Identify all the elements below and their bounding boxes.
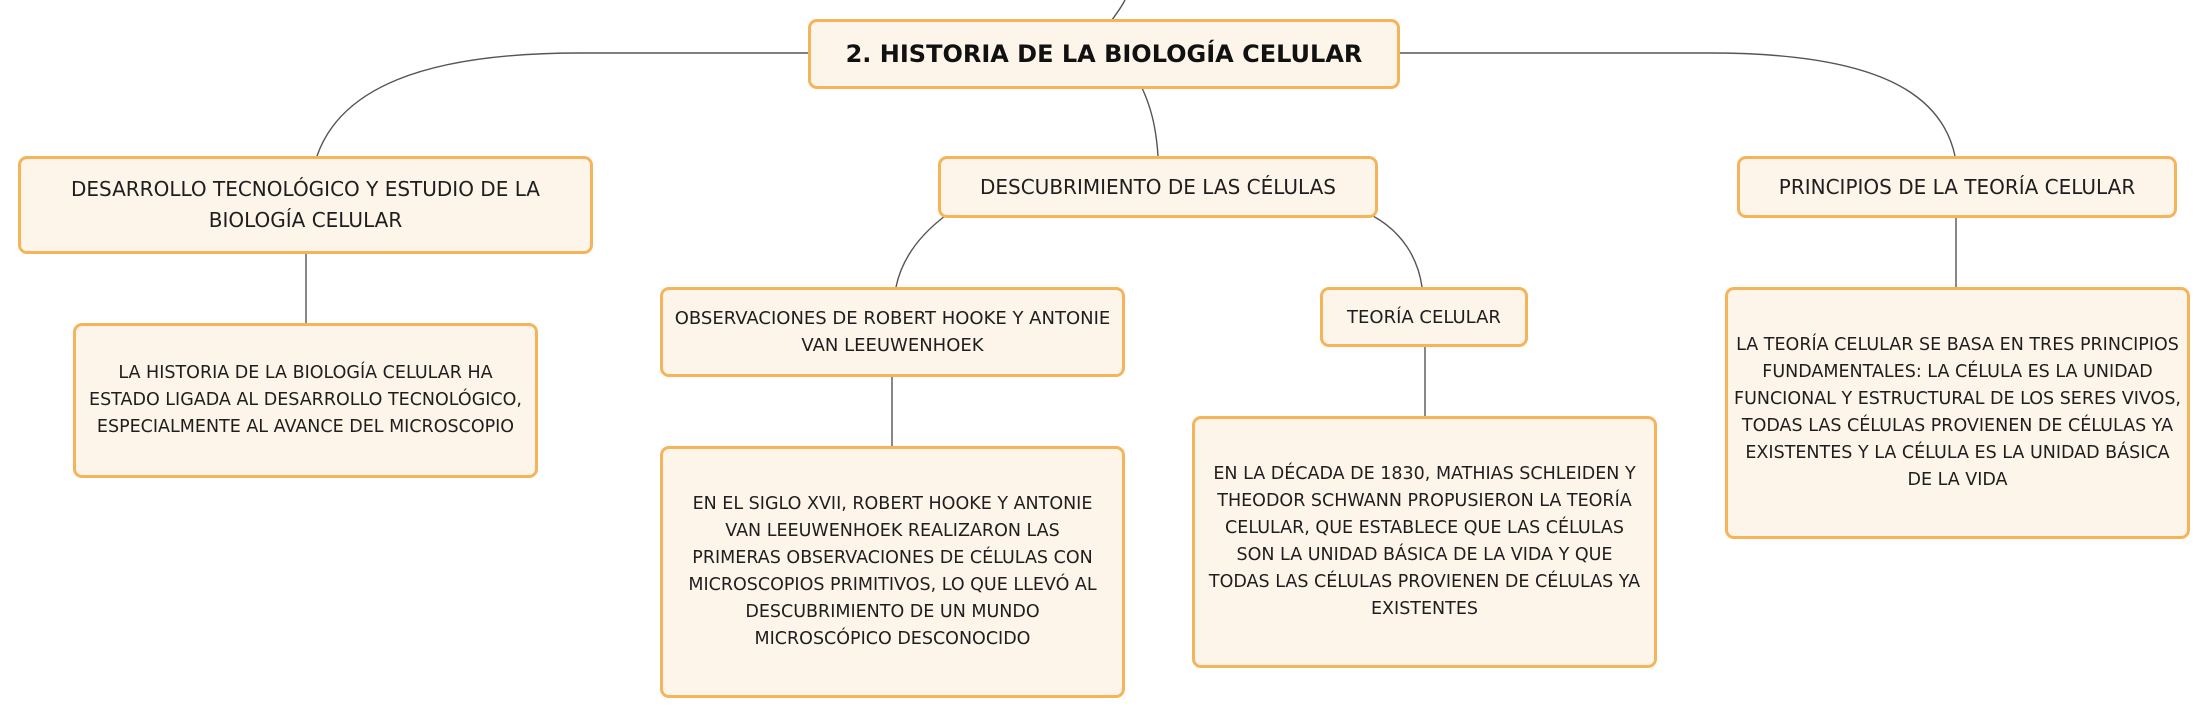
connector-center-teoria	[1373, 216, 1422, 287]
connector-root-center	[1142, 88, 1158, 156]
detail-node-desarrollo[interactable]	[73, 323, 538, 478]
topic-node-descubrimiento[interactable]	[938, 156, 1378, 218]
connector-root-right	[1399, 53, 1955, 156]
topic-title-desarrollo: DESARROLLO TECNOLÓGICO Y ESTUDIO DE LA BIOLOGÍA CELULAR	[71, 177, 540, 232]
sub-title-teoria-celular: TEORÍA CELULAR	[1347, 306, 1501, 328]
connector-parent-root	[1112, 0, 1125, 20]
sub-node-hooke[interactable]	[660, 287, 1125, 377]
root-node[interactable]	[808, 19, 1400, 89]
detail-text-hooke: EN EL SIGLO XVII, ROBERT HOOKE Y ANTONIE VAN LEEUWENHOEK REALIZARON LAS PRIMERAS OBSERVACIONES DE CÉLULAS CON MICROSCOPIOS PRIMITIVOS, LO QUE LLEVÓ AL DESCUBRIMIENTO DE UN MUNDO MICROSCÓPICO DESCONOCIDO	[688, 494, 1097, 649]
detail-node-principios[interactable]	[1725, 287, 2190, 539]
connector-center-hooke	[896, 216, 945, 287]
sub-title-hooke: OBSERVACIONES DE ROBERT HOOKE Y ANTONIE VAN LEEUWENHOEK	[674, 308, 1111, 356]
connector-root-left	[317, 53, 808, 156]
detail-text-teoria-celular: EN LA DÉCADA DE 1830, MATHIAS SCHLEIDEN Y THEODOR SCHWANN PROPUSIERON LA TEORÍA CELULAR, QUE ESTABLECE QUE LAS CÉLULAS SON LA UNIDAD BÁSICA DE LA VIDA Y QUE TODAS LAS CÉLULAS PROVIENEN DE CÉLULAS YA EXISTENTES	[1208, 464, 1641, 619]
topic-node-desarrollo[interactable]	[18, 156, 593, 254]
detail-text-desarrollo: LA HISTORIA DE LA BIOLOGÍA CELULAR HA ESTADO LIGADA AL DESARROLLO TECNOLÓGICO, ESPECIALMENTE AL AVANCE DEL MICROSCOPIO	[89, 363, 522, 437]
detail-text-principios: LA TEORÍA CELULAR SE BASA EN TRES PRINCIPIOS FUNDAMENTALES: LA CÉLULA ES LA UNIDAD FUNCIONAL Y ESTRUCTURAL DE LOS SERES VIVOS, TODAS LAS CÉLULAS PROVIENEN DE CÉLULAS YA EXISTENTES Y LA CÉLULA ES LA UNIDAD BÁSICA DE LA VIDA	[1734, 335, 2181, 490]
detail-node-hooke[interactable]	[660, 446, 1125, 698]
sub-node-teoria-celular[interactable]	[1320, 287, 1528, 347]
detail-node-teoria-celular[interactable]	[1192, 416, 1657, 668]
topic-node-principios[interactable]	[1737, 156, 2177, 218]
topic-title-principios: PRINCIPIOS DE LA TEORÍA CELULAR	[1778, 174, 2136, 199]
root-title: 2. HISTORIA DE LA BIOLOGÍA CELULAR	[845, 40, 1363, 68]
topic-title-descubrimiento: DESCUBRIMIENTO DE LAS CÉLULAS	[979, 174, 1336, 199]
